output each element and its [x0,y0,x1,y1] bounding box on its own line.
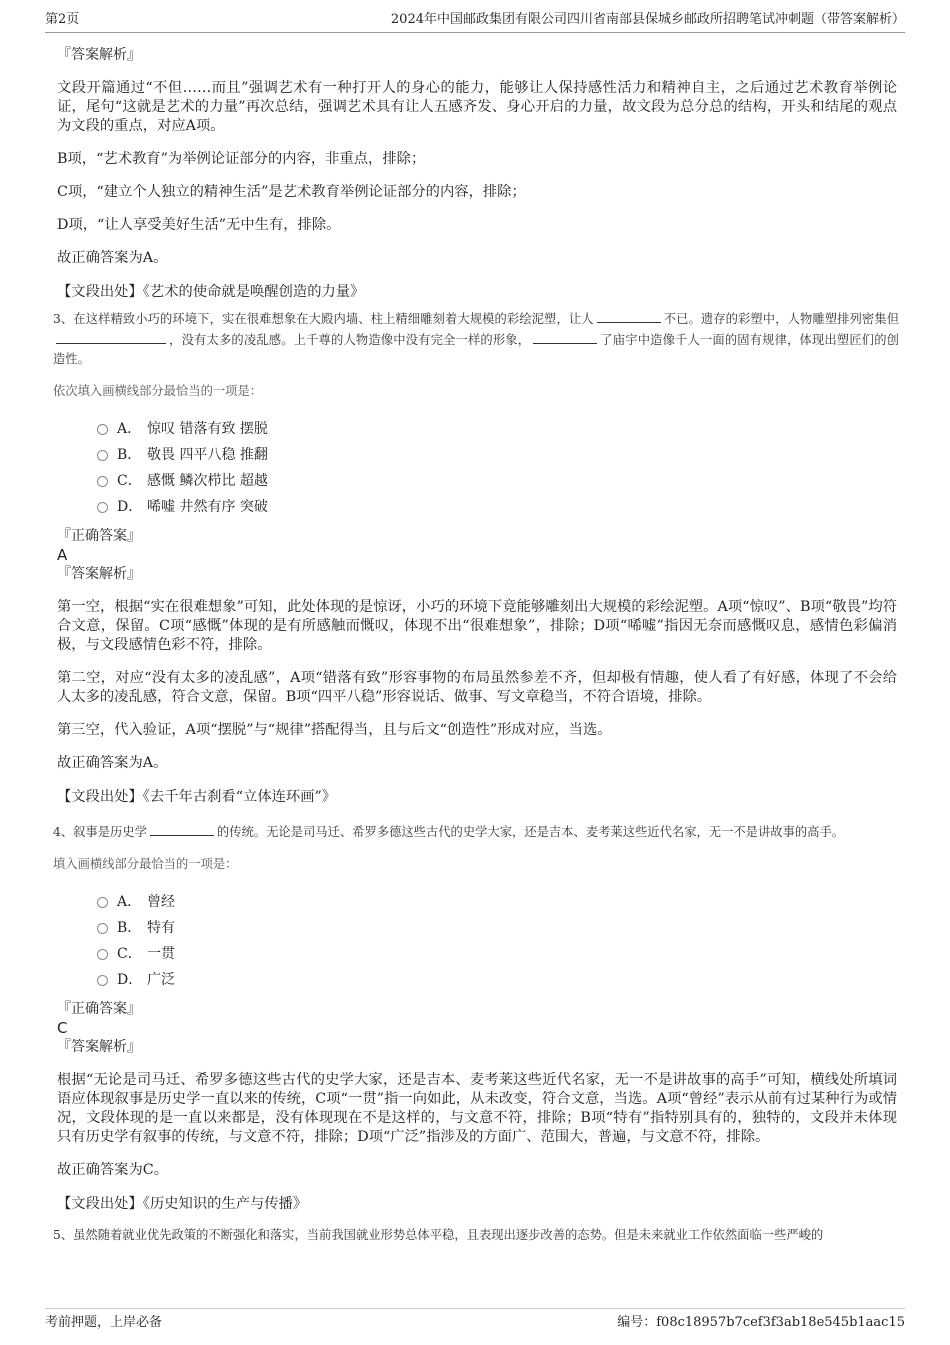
document-id: 编号：f08c18957b7cef3f3ab18e545b1aac15 [617,1315,905,1330]
q4-option-b[interactable]: B． 特有 [97,915,897,941]
page-header [45,8,905,33]
radio-icon[interactable] [97,450,108,461]
q2-analysis-para-3: C项，“建立个人独立的精神生活”是艺术教育举例论证部分的内容，排除； [57,184,526,200]
document-title: 2024年中国邮政集团有限公司四川省南部县保城乡邮政所招聘笔试冲刺题（带答案解析） [390,12,905,27]
q3-option-d[interactable]: D． 唏嘘 井然有序 突破 [97,494,897,520]
q4-analysis-label: 『答案解析』 [57,1039,141,1055]
q4-option-a[interactable]: A． 曾经 [97,889,897,915]
radio-icon[interactable] [97,502,108,513]
radio-icon[interactable] [97,949,108,960]
q4-option-d[interactable]: D． 广泛 [97,967,897,993]
q3-analysis-para-3: 第三空，代入验证，A项“摆脱”与“规律”搭配得当，且与后文“创造性”形成对应，当选。 [57,722,612,738]
q3-analysis-para-1: 第一空，根据“实在很难想象”可知，此处体现的是惊讶，小巧的环境下竟能够雕刻出大规模的彩绘泥塑。A项“惊叹”、B项“敬畏”均符合文意，保留。C项“感慨”体现的是有所感触而慨叹，体现不出“很难想象”，排除；D项“唏嘘”指因无奈而感慨叹息，感情色彩偏消极，与文段感情色彩不符，排除。 [57,599,897,653]
q4-analysis-para-1: 根据“无论是司马迁、希罗多德这些古代的史学大家，还是吉本、麦考莱这些近代名家，无一不是讲故事的高手”可知，横线处所填词语应体现叙事是历史学一直以来的传统，C项“一贯”指一向如此，从未改变，符合文意，当选。A项“曾经”表示从前有过某种行为或情况，文段体现的是一直以来都是，没有体现现在不是这样的，与文意不符，排除；B项“特有”指特别具有的，独特的，文段并未体现只有历史学有叙事的传统，与文意不符，排除；D项“广泛”指涉及的方面广、范围大，普遍，与文意不符，排除。 [57,1072,897,1145]
q3-answer-summary: 故正确答案为A。 [57,755,168,771]
q3-prompt: 依次填入画横线部分最恰当的一项是： [53,384,263,398]
q4-source: 【文段出处】《历史知识的生产与传播》 [57,1196,308,1212]
radio-icon[interactable] [97,923,108,934]
q3-blank-1 [597,308,661,323]
q2-analysis-para-4: D项，“让人享受美好生活”无中生有，排除。 [57,217,341,233]
q5-stem: 5、虽然随着就业优先政策的不断强化和落实，当前我国就业形势总体平稳，且表现出逐步改善的态势。但是未来就业工作依然面临一些严峻的 [53,1228,824,1242]
q4-stem: 4、叙事是历史学 的传统。无论是司马迁、希罗多德这些古代的史学大家，还是吉本、麦考莱这些近代名家，无一不是讲故事的高手。 [53,821,899,842]
q2-analysis-para-2: B项，“艺术教育”为举例论证部分的内容，非重点，排除； [57,151,426,167]
q3-options [97,416,897,520]
q3-blank-3 [533,329,597,344]
q4-correct-label: 『正确答案』 [57,1001,141,1017]
q3-option-c[interactable]: C． 感慨 鳞次栉比 超越 [97,468,897,494]
q3-correct-label: 『正确答案』 [57,528,141,544]
page-number: 第2页 [45,12,80,27]
q4-blank-1 [150,821,214,836]
q4-options [97,889,897,993]
q4-answer-summary: 故正确答案为C。 [57,1162,169,1178]
q3-option-a[interactable]: A． 惊叹 错落有致 摆脱 [97,416,897,442]
q3-option-b[interactable]: B． 敬畏 四平八稳 推翻 [97,442,897,468]
radio-icon[interactable] [97,975,108,986]
q3-blank-2 [56,329,166,344]
q2-answer-summary: 故正确答案为A。 [57,250,168,266]
q3-analysis-label: 『答案解析』 [57,566,141,582]
q2-source: 【文段出处】《艺术的使命就是唤醒创造的力量》 [57,284,365,300]
q3-stem: 3、在这样精致小巧的环境下，实在很难想象在大殿内墙、柱上精细雕刻着大规模的彩绘泥塑，让人 不已。遗存的彩塑中，人物雕塑排列密集但，没有太多的凌乱感。上千尊的人物造像中没有完全一样的形象， 了庙宇中造像千人一面的固有规律，体现出塑匠们的创造性。 [53,308,899,369]
q4-prompt: 填入画横线部分最恰当的一项是： [53,857,238,871]
radio-icon[interactable] [97,424,108,435]
radio-icon[interactable] [97,897,108,908]
q4-option-c[interactable]: C． 一贯 [97,941,897,967]
radio-icon[interactable] [97,476,108,487]
page-footer [45,1308,905,1337]
page-content [53,45,899,1245]
q2-analysis-label: 『答案解析』 [57,47,141,63]
q2-analysis-para-1: 文段开篇通过“不但……而且”强调艺术有一种打开人的身心的能力，能够让人保持感性活力和精神自主，之后通过艺术教育举例论证，尾句“这就是艺术的力量”再次总结，强调艺术具有让人五感齐发、身心开启的力量，故文段为总分总的结构，开头和结尾的观点为文段的重点，对应A项。 [57,80,897,134]
q4-correct-answer: C [57,1019,68,1037]
footer-slogan: 考前押题，上岸必备 [45,1315,163,1330]
q3-correct-answer: A [57,546,68,564]
q3-source: 【文段出处】《去千年古刹看“立体连环画”》 [57,789,337,805]
q3-analysis-para-2: 第二空，对应“没有太多的凌乱感”，A项“错落有致”形容事物的布局虽然参差不齐，但却极有情趣，使人看了有好感，体现了不会给人太多的凌乱感，符合文意，保留。B项“四平八稳”形容说话、做事、写文章稳当，不符合语境，排除。 [57,670,897,705]
